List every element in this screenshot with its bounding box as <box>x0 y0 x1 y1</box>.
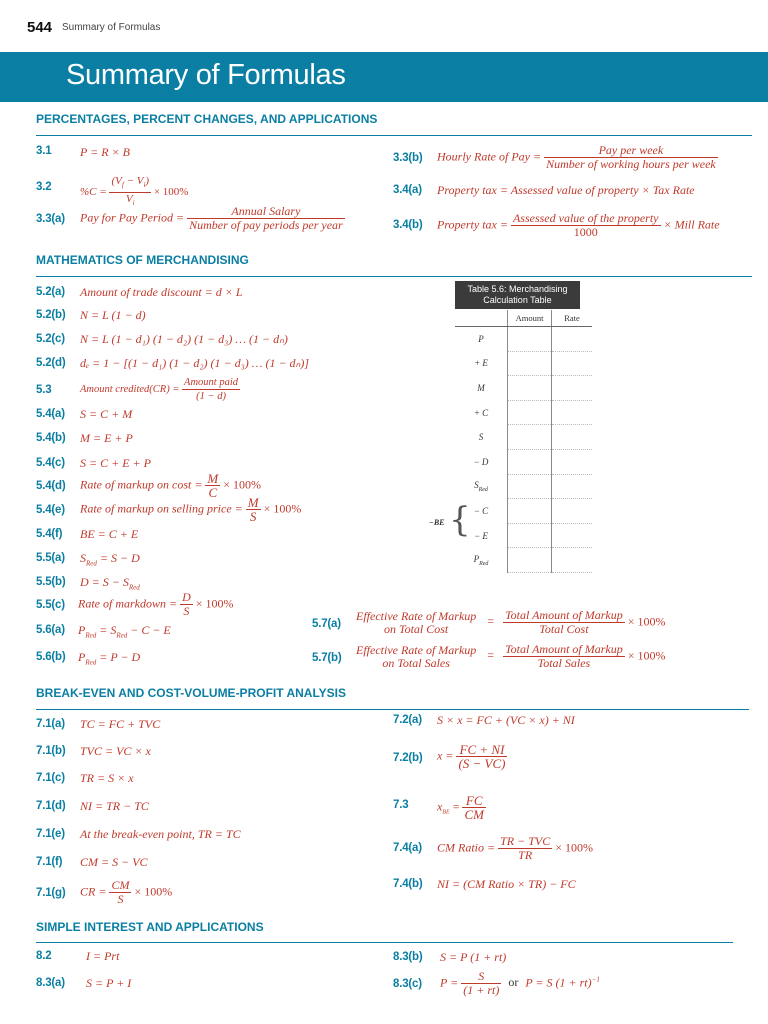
formula: CM Ratio = $\frac{\text{TR − TVC}}{TR}$ × 100% <box>437 834 593 862</box>
formula: TVC = VC × x <box>80 744 151 758</box>
formula: TC = FC + TVC <box>80 717 161 731</box>
table-row-label: − E <box>455 523 508 548</box>
page-title: Summary of Formulas <box>66 59 346 91</box>
formula: Rate of markdown = $\frac{D}{S}$ × 100% <box>78 590 234 618</box>
formula: Effective Rate of Markup on Total Sales = $\frac{\text{Total Amount of Markup}}{\text{Total Sales}}$ × 100% <box>356 642 666 670</box>
page-number: 544 <box>27 19 53 36</box>
formula-number: 7.1(b) <box>36 745 66 757</box>
merchandising-table <box>455 310 592 573</box>
formula: Rate of markup on cost = $\frac{M}{C}$ × 100% <box>80 471 262 500</box>
formula: S × x = FC + (VC × x) + NI <box>437 713 575 727</box>
formula: TR = S × x <box>80 771 134 785</box>
formula-number: 7.1(f) <box>36 856 63 868</box>
table-row-label: S <box>455 425 508 450</box>
formula-number: 5.4(d) <box>36 480 66 492</box>
formula: $x_{BE}$ = $\frac{FC}{CM}$ <box>437 793 484 822</box>
formula: Amount credited(CR) = $\frac{\text{Amount paid}}{(1 - d)}$ <box>80 377 239 402</box>
formula-number: 5.6(b) <box>36 651 66 663</box>
formula-number: 7.2(b) <box>393 752 423 764</box>
brace-icon: { <box>449 500 471 540</box>
formula: P = $\frac{S}{(1 + rt)}$ or P = S (1 + rt)$^{-1}$ <box>440 969 600 997</box>
break-even-label: −BE <box>429 518 445 527</box>
formula: Rate of markup on selling price = $\frac{M}{S}$ × 100% <box>80 495 302 524</box>
formula-number: 5.4(a) <box>36 408 65 420</box>
formula: CR = $\frac{CM}{S}$ × 100% <box>80 878 173 906</box>
formula: dₑ = 1 − [(1 − d₁) (1 − d₂) (1 − d₃) … (1 − dₙ)] <box>80 356 310 370</box>
formula: Pay for Pay Period = $\frac{\text{Annual Salary}}{\text{Number of pay periods per year}}$ <box>80 204 343 232</box>
formula-number: 5.2(a) <box>36 286 65 298</box>
table-row-label: + C <box>455 400 508 425</box>
formula-number: 8.3(c) <box>393 978 422 990</box>
formula-number: 7.2(a) <box>393 714 422 726</box>
formula: $D = S - S_{Red}$ <box>80 575 140 592</box>
formula: S = P (1 + rt) <box>440 950 507 964</box>
section-rule <box>36 276 752 277</box>
formula-number: 5.7(b) <box>312 652 342 664</box>
formula: $P_{Red} = S_{Red} - C - E$ <box>78 623 171 640</box>
formula-number: 5.6(a) <box>36 624 65 636</box>
formula-number: 5.2(b) <box>36 309 66 321</box>
formula-number: 3.2 <box>36 181 52 193</box>
formula-number: 5.5(b) <box>36 576 66 588</box>
formula-number: 5.5(a) <box>36 552 65 564</box>
formula: $P_{Red} = P - D$ <box>78 650 141 667</box>
formula: Hourly Rate of Pay = $\frac{\text{Pay per week}}{\text{Number of working hours per week}}$ <box>437 143 716 171</box>
formula: NI = (CM Ratio × TR) − FC <box>437 877 576 891</box>
formula: $S_{Red} = S - D$ <box>80 551 140 568</box>
formula-number: 8.3(b) <box>393 951 423 963</box>
formula-number: 5.7(a) <box>312 618 341 630</box>
formula-number: 5.4(e) <box>36 504 65 516</box>
formula-number: 5.2(c) <box>36 333 65 345</box>
column-header: Rate <box>552 310 593 327</box>
formula: P = R × B <box>80 145 130 159</box>
formula: BE = C + E <box>80 527 139 541</box>
table-row-label: M <box>455 376 508 401</box>
formula: At the break-even point, TR = TC <box>80 827 241 841</box>
formula-number: 5.4(f) <box>36 528 63 540</box>
formula-number: 3.4(a) <box>393 184 422 196</box>
formula-number: 5.2(d) <box>36 357 66 369</box>
formula-number: 7.1(g) <box>36 887 66 899</box>
formula: Amount of trade discount = d × L <box>80 285 243 299</box>
formula-number: 8.3(a) <box>36 977 65 989</box>
formula: N = L (1 − d₁) (1 − d₂) (1 − d₃) … (1 − dₙ) <box>80 332 288 346</box>
table-row-label: − C <box>455 499 508 524</box>
formula-number: 3.1 <box>36 145 52 157</box>
formula-number: 3.3(a) <box>36 213 65 225</box>
formula-number: 7.1(c) <box>36 772 65 784</box>
section-heading-break-even: BREAK-EVEN AND COST-VOLUME-PROFIT ANALYSIS <box>36 686 347 700</box>
formula-number: 5.4(c) <box>36 457 65 469</box>
formula: x = $\frac{FC + NI}{(S - VC)}$ <box>437 742 506 771</box>
table-row-label: $S_{Red}$ <box>455 474 508 499</box>
formula-number: 3.4(b) <box>393 219 423 231</box>
formula: Property tax = Assessed value of property × Tax Rate <box>437 183 695 197</box>
formula-number: 7.1(d) <box>36 800 66 812</box>
formula-number: 5.5(c) <box>36 599 65 611</box>
formula: %C = $\frac{(V_f - V_i)}{V_i}$ × 100% <box>80 175 189 208</box>
formula: I = Prt <box>86 949 120 963</box>
formula: S = C + M <box>80 407 133 421</box>
formula-number: 5.4(b) <box>36 432 66 444</box>
formula-number: 3.3(b) <box>393 152 423 164</box>
table-row-label: + E <box>455 351 508 376</box>
formula-number: 5.3 <box>36 384 52 396</box>
section-heading-percentages: PERCENTAGES, PERCENT CHANGES, AND APPLICATIONS <box>36 112 378 126</box>
formula: Effective Rate of Markup on Total Cost = $\frac{\text{Total Amount of Markup}}{\text{Total Cost}}$ × 100% <box>356 608 666 636</box>
formula-number: 8.2 <box>36 950 52 962</box>
formula-number: 7.1(a) <box>36 718 65 730</box>
section-rule <box>36 135 752 136</box>
table-row-label: P <box>455 327 508 352</box>
section-rule <box>36 709 749 710</box>
column-header: Amount <box>508 310 552 327</box>
section-heading-merchandising: MATHEMATICS OF MERCHANDISING <box>36 253 249 267</box>
formula-number: 7.3 <box>393 799 409 811</box>
table-row-label: $P_{Red}$ <box>455 548 508 573</box>
formula: CM = S − VC <box>80 855 148 869</box>
formula: NI = TR − TC <box>80 799 149 813</box>
formula: S = C + E + P <box>80 456 151 470</box>
formula: S = P + I <box>86 976 132 990</box>
formula: N = L (1 − d) <box>80 308 146 322</box>
formula-number: 7.4(a) <box>393 842 422 854</box>
section-heading-simple-interest: SIMPLE INTEREST AND APPLICATIONS <box>36 920 264 934</box>
running-title: Summary of Formulas <box>62 22 161 33</box>
formula: Property tax = $\frac{\text{Assessed value of the property}}{1000}$ × Mill Rate <box>437 211 720 239</box>
formula-number: 7.1(e) <box>36 828 65 840</box>
table-row-label: − D <box>455 449 508 474</box>
formula: M = E + P <box>80 431 133 445</box>
table-caption: Table 5.6: Merchandising Calculation Table <box>455 281 580 309</box>
formula-number: 7.4(b) <box>393 878 423 890</box>
section-rule <box>36 942 733 943</box>
